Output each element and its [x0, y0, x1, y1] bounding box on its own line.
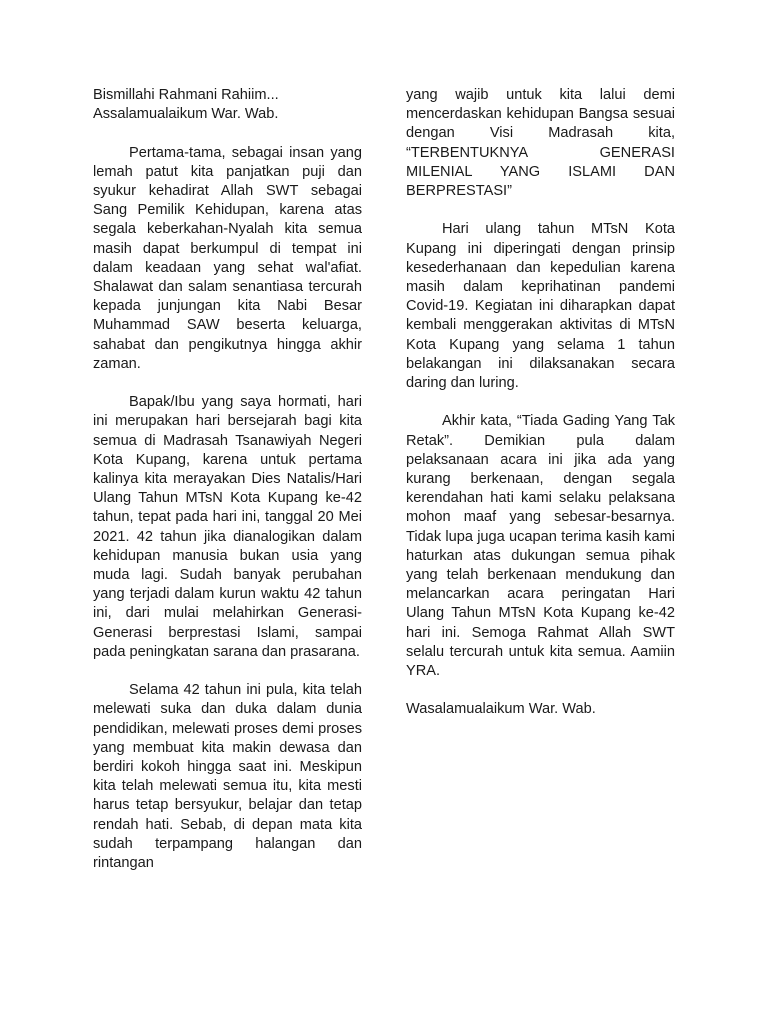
paragraph-anniversary: Bapak/Ibu yang saya hormati, hari ini merupakan hari bersejarah bagi kita semua di Madrasah Tsanawiyah Negeri Kota Kupang, karena untuk pertama kalinya kita merayakan Dies Natalis/Hari Ulang Tahun MTsN Kota Kupang ke-42 tahun, tepat pada hari ini, tanggal 20 Mei 2021. 42 tahun jika dianalogikan dalam kehidupan manusia bukan usia yang muda lagi. Sudah banyak perubahan yang terjadi dalam kurun waktu 42 tahun ini, dari mulai melahirkan Generasi-Generasi berprestasi Islami, sampai pada peningkatan sarana dan prasarana.: [93, 394, 362, 660]
paragraph-celebration: Hari ulang tahun MTsN Kota Kupang ini diperingati dengan prinsip kesederhanaan dan kepedulian karena masih dalam keprihatinan pandemi Covid-19. Kegiatan ini diharapkan dapat kembali menggerakan aktivitas di MTsN Kota Kupang yang selama 1 tahun belakangan ini dilaksanakan secara daring dan luring.: [406, 221, 675, 392]
left-column: [93, 86, 362, 873]
paragraph-reflection-continued: yang wajib untuk kita lalui demi mencerdaskan kehidupan Bangsa sesuai dengan Visi Madrasah kita, “TERBENTUKNYA GENERASI MILENIAL YANG ISLAMI DAN BERPRESTASI”: [406, 87, 675, 200]
paragraph-closing-remarks: Akhir kata, “Tiada Gading Yang Tak Retak”. Demikian pula dalam pelaksanaan acara ini jika ada yang kurang berkenaan, dengan segala kerendahan hati kami selaku pelaksana mohon maaf yang sebesar-besarnya. Tidak lupa juga ucapan terima kasih kami haturkan atas dukungan semua pihak yang telah berkenaan mendukung dan melancarkan acara peringatan Hari Ulang Tahun MTsN Kota Kupang ke-42 hari ini. Semoga Rahmat Allah SWT selalu tercurah untuk kita semua. Aamiin YRA.: [406, 413, 675, 680]
greeting-line-2: Assalamualaikum War. Wab.: [93, 106, 279, 123]
paragraph-reflection: Selama 42 tahun ini pula, kita telah melewati suka dan duka dalam dunia pendidikan, melewati proses demi proses yang membuat kita makin dewasa dan berdiri kokoh hingga saat ini. Meskipun kita telah melewati semua itu, kita mesti harus tetap bersyukur, belajar dan tetap rendah hati. Sebab, di depan mata kita sudah terpampang halangan dan rintangan: [93, 682, 362, 872]
paragraph-opening: Pertama-tama, sebagai insan yang lemah patut kita panjatkan puji dan syukur kehadirat Allah SWT sebagai Sang Pemilik Kehidupan, karena atas segala keberkahan-Nyalah kita semua masih dapat berkumpul di tempat ini dalam keadaan yang sehat wal'afiat. Shalawat dan salam senantiasa tercurah kepada junjungan kita Nabi Besar Muhammad SAW beserta keluarga, sahabat dan pengikutnya hingga akhir zaman.: [93, 144, 362, 372]
greeting-line-1: Bismillahi Rahmani Rahiim...: [93, 87, 279, 103]
right-column: [406, 86, 675, 720]
closing-salutation: Wasalamualaikum War. Wab.: [406, 701, 596, 718]
